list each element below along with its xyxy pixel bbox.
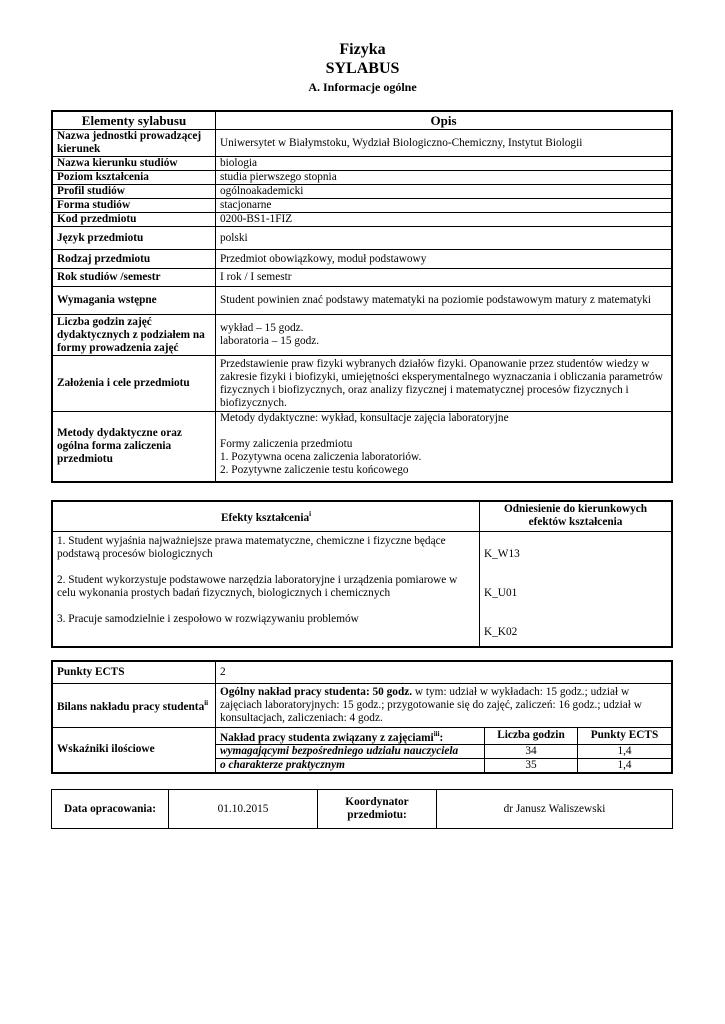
- methods-line: Formy zaliczenia przedmiotu: [220, 438, 353, 450]
- row-label-hours: Liczba godzin zajęć dydaktycznych z podziałem na formy prowadzenia zajęć: [52, 315, 216, 356]
- ects-table: [51, 660, 673, 774]
- row-value: I rok / I semestr: [216, 269, 673, 287]
- table-row: [52, 185, 672, 199]
- methods-line: 1. Pozytywna ocena zaliczenia laboratoriów.: [220, 451, 422, 463]
- row-label: Rodzaj przedmiotu: [52, 250, 216, 269]
- table-row: [52, 531, 672, 647]
- table-row: [52, 683, 672, 727]
- table-row: [52, 130, 672, 157]
- row-value: ogólnoakademicki: [216, 185, 673, 199]
- row-label-goals: Założenia i cele przedmiotu: [52, 356, 216, 412]
- table-row: [52, 269, 672, 287]
- workload-value: Ogólny nakład pracy studenta: 50 godz. w tym: udział w wykładach: 15 godz.; udział w zajęciach laboratoryjnych: 15 godz.; przygotowanie się do zajęć, zaliczeń: 16 godz.; udział w konsultacjach, zaliczeniach: 4 godz.: [216, 683, 673, 727]
- outcome-ref: K_W13: [484, 547, 520, 560]
- document-title: Fizyka: [339, 41, 386, 58]
- row-label: Rok studiów /semestr: [52, 269, 216, 287]
- workload-label: Bilans nakładu pracy studenta$^{ii}$: [52, 683, 216, 727]
- row-value: 0200-BS1-1FIZ: [216, 213, 673, 227]
- table-row: [52, 790, 673, 829]
- row-label: Nazwa jednostki prowadzącej kierunek: [52, 130, 216, 157]
- table-row: [52, 356, 672, 412]
- row-value-hours: [216, 315, 673, 356]
- row-label: Profil studiów: [52, 185, 216, 199]
- indicator-hours: 34: [485, 745, 578, 759]
- row-label: Nazwa kierunku studiów: [52, 157, 216, 171]
- table-row: [52, 315, 672, 356]
- date-label: Data opracowania:: [52, 790, 169, 829]
- row-value: stacjonarne: [216, 199, 673, 213]
- row-label: Kod przedmiotu: [52, 213, 216, 227]
- row-label: Poziom kształcenia: [52, 171, 216, 185]
- indicator-points: 1,4: [578, 745, 673, 759]
- row-value: Student powinien znać podstawy matematyki na poziomie podstawowym matury z matematyki: [216, 287, 673, 315]
- table-row: [52, 213, 672, 227]
- row-value: biologia: [216, 157, 673, 171]
- column-header-points: Punkty ECTS: [578, 727, 673, 745]
- column-header-hours: Liczba godzin: [485, 727, 578, 745]
- indicators-label: Wskaźniki ilościowe: [52, 727, 216, 773]
- table-header-row: [52, 111, 672, 130]
- outcomes-list: [52, 531, 480, 647]
- coordinator-value: dr Janusz Waliszewski: [437, 790, 673, 829]
- table-row: [52, 157, 672, 171]
- row-label: Język przedmiotu: [52, 227, 216, 250]
- row-value: polski: [216, 227, 673, 250]
- date-value: 01.10.2015: [169, 790, 318, 829]
- row-value: Przedmiot obowiązkowy, moduł podstawowy: [216, 250, 673, 269]
- column-header-outcomes: Efekty kształcenia$^i$: [52, 501, 480, 531]
- general-info-table: [51, 110, 673, 483]
- table-header-row: [52, 501, 672, 531]
- row-label-methods: Metody dydaktyczne oraz ogólna forma zaliczenia przedmiotu: [52, 412, 216, 482]
- row-value-goals: Przedstawienie praw fizyki wybranych działów fizyki. Opanowanie przez studentów wiedzy w zakresie fizyki i biofizyki, umiejętności eksperymentalnego wyznaczania i obliczania parametrów fizycznych i biofizycznych, oraz analizy fizycznej i matematycznej procesów fizycznych i biofizycznych.: [216, 356, 673, 412]
- table-row: [52, 250, 672, 269]
- indicator-points: 1,4: [578, 759, 673, 774]
- ects-label: Punkty ECTS: [52, 661, 216, 683]
- methods-line: 2. Pozytywne zaliczenie testu końcowego: [220, 464, 409, 476]
- outcome-item: 2. Student wykorzystuje podstawowe narzędzia laboratoryjne i urządzenia pomiarowe w celu wykonania prostych badań fizycznych, biologicznych i chemicznych: [57, 573, 458, 599]
- outcome-refs: [480, 531, 673, 647]
- table-row: [52, 199, 672, 213]
- coordinator-label: Koordynator przedmiotu:: [318, 790, 437, 829]
- footer-table: [51, 789, 673, 829]
- row-value: studia pierwszego stopnia: [216, 171, 673, 185]
- methods-line: Metody dydaktyczne: wykład, konsultacje zajęcia laboratoryjne: [220, 412, 509, 424]
- column-header-elements: Elementy sylabusu: [52, 111, 216, 130]
- row-label: Wymagania wstępne: [52, 287, 216, 315]
- table-row: [52, 171, 672, 185]
- learning-outcomes-table: [51, 500, 673, 648]
- indicator-hours: 35: [485, 759, 578, 774]
- outcome-ref: K_K02: [484, 625, 518, 638]
- row-value: Uniwersytet w Białymstoku, Wydział Biologiczno-Chemiczny, Instytut Biologii: [216, 130, 673, 157]
- hours-laboratory: laboratoria – 15 godz.: [220, 335, 320, 347]
- indicator-label: wymagającymi bezpośredniego udziału nauczyciela: [216, 745, 485, 759]
- table-row: [52, 412, 672, 482]
- row-label: Forma studiów: [52, 199, 216, 213]
- hours-lecture: wykład – 15 godz.: [220, 322, 304, 334]
- table-row: [52, 287, 672, 315]
- table-row: [52, 227, 672, 250]
- section-heading: A. Informacje ogólne: [308, 80, 417, 94]
- outcome-item: 3. Pracuje samodzielnie i zespołowo w rozwiązywaniu problemów: [57, 612, 359, 625]
- table-row: [52, 661, 672, 683]
- ects-value: 2: [216, 661, 673, 683]
- outcome-item: 1. Student wyjaśnia najważniejsze prawa matematyczne, chemiczne i fizyczne będące podstawą procesów biologicznych: [57, 534, 446, 560]
- document-subtitle: SYLABUS: [325, 60, 400, 77]
- table-row: [52, 727, 672, 745]
- indicators-header: Nakład pracy studenta związany z zajęciami$^{iii}$:: [216, 727, 485, 745]
- outcome-ref: K_U01: [484, 586, 518, 599]
- column-header-reference: Odniesienie do kierunkowych efektów kształcenia: [480, 501, 673, 531]
- indicator-label: o charakterze praktycznym: [216, 759, 485, 774]
- row-value-methods: [216, 412, 673, 482]
- column-header-description: Opis: [216, 111, 673, 130]
